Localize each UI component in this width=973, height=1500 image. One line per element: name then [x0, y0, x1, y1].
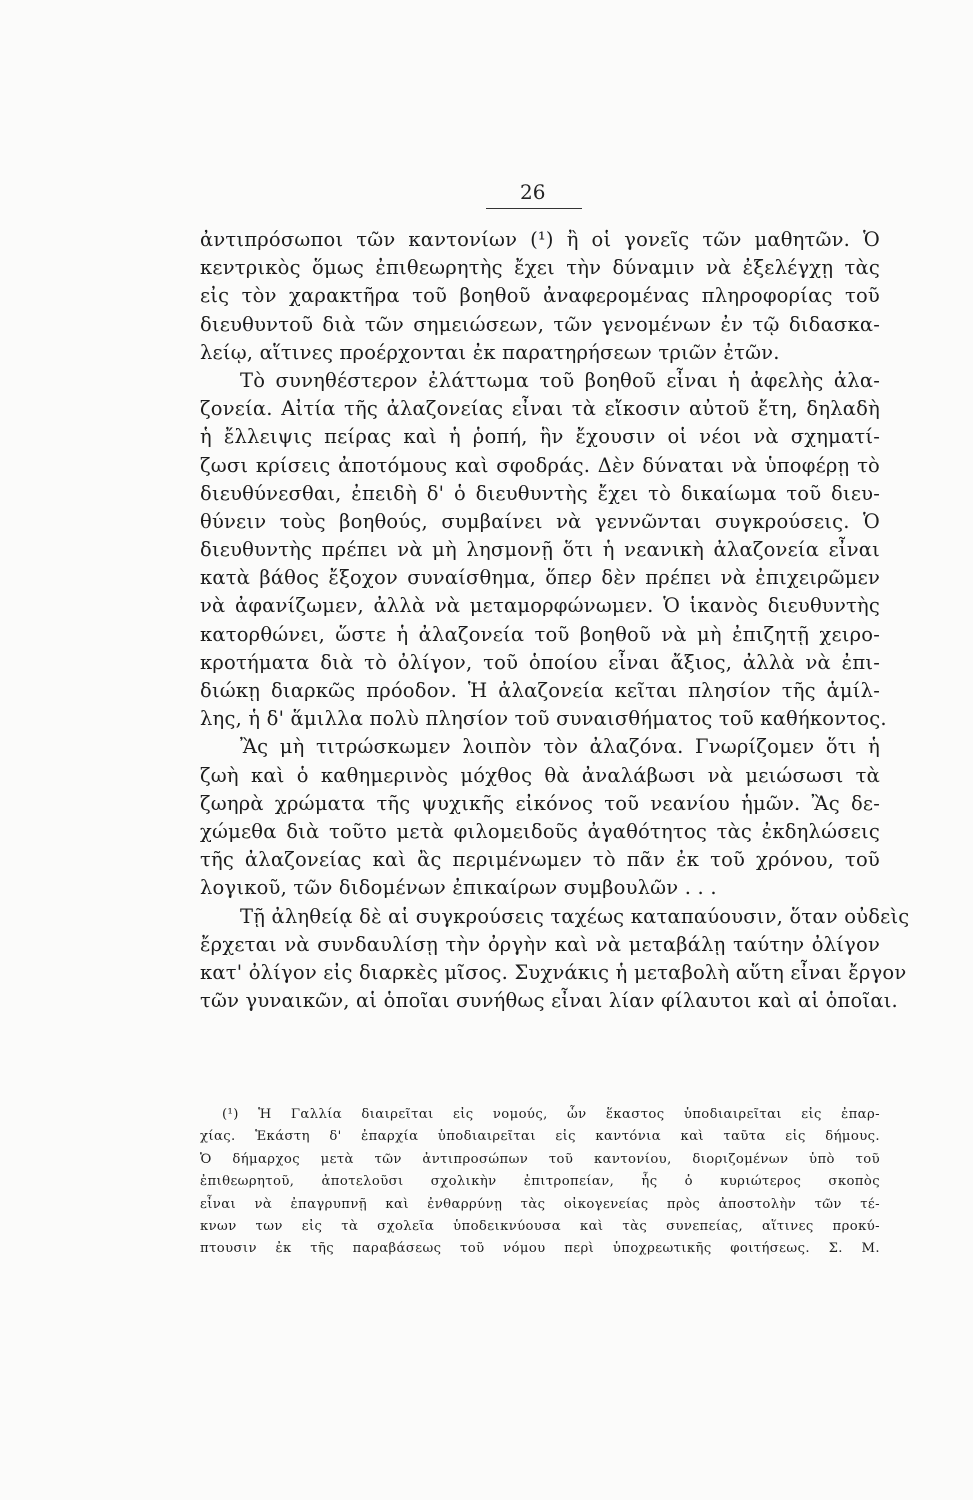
- text-line: ἔρχεται νὰ συνδαυλίσῃ τὴν ὀργὴν καὶ νὰ μεταβάλῃ ταύτην ὀλίγον: [200, 932, 880, 956]
- text-line: κατορθώνει, ὥστε ἡ ἀλαζονεία τοῦ βοηθοῦ νὰ μὴ ἐπιζητῇ χειρο-: [200, 622, 880, 646]
- text-line: ἡ ἔλλειψις πείρας καὶ ἡ ῥοπή, ἣν ἔχουσιν οἱ νέοι νὰ σχηματί-: [200, 425, 880, 449]
- footnote-line: Ὁ δήμαρχος μετὰ τῶν ἀντιπροσώπων τοῦ καντονίου, διοριζομένων ὑπὸ τοῦ: [200, 1151, 880, 1167]
- body-text: [200, 226, 910, 1015]
- footnote-separator: [200, 1092, 880, 1093]
- footnote-line: (¹) Ἡ Γαλλία διαιρεῖται εἰς νομούς, ὧν ἕκαστος ὑποδιαιρεῖται εἰς ἐπαρ-: [222, 1107, 880, 1122]
- text-line: λείῳ, αἵτινες προέρχονται ἐκ παρατηρήσεων τριῶν ἐτῶν.: [200, 340, 780, 364]
- text-line: Ἂς μὴ τιτρώσκωμεν λοιπὸν τὸν ἀλαζόνα. Γνωρίζομεν ὅτι ἡ: [240, 735, 880, 759]
- text-line: κροτήματα διὰ τὸ ὀλίγον, τοῦ ὁποίου εἶναι ἄξιος, ἀλλὰ νὰ ἐπι-: [200, 650, 880, 674]
- text-line: κατ' ὀλίγον εἰς διαρκὲς μῖσος. Συχνάκις ἡ μεταβολὴ αὕτη εἶναι ἔργον: [200, 960, 907, 984]
- text-line: λογικοῦ, τῶν διδομένων ἐπικαίρων συμβουλῶν . . .: [200, 876, 717, 900]
- text-line: νὰ ἀφανίζωμεν, ἀλλὰ νὰ μεταμορφώνωμεν. Ὁ ἱκανὸς διευθυντὴς: [200, 594, 880, 618]
- text-line: ζωὴ καὶ ὁ καθημερινὸς μόχθος θὰ ἀναλάβωσι νὰ μειώσωσι τὰ: [200, 763, 880, 787]
- footnote-line: πτουσιν ἐκ τῆς παραβάσεως τοῦ νόμου περὶ ὑποχρεωτικῆς φοιτήσεως. Σ. Μ.: [200, 1241, 880, 1257]
- text-line: θύνειν τοὺς βοηθούς, συμβαίνει νὰ γεννῶνται συγκρούσεις. Ὁ: [200, 509, 880, 533]
- text-line: Τῇ ἀληθείᾳ δὲ αἱ συγκρούσεις ταχέως καταπαύουσιν, ὅταν οὐδεὶς: [240, 904, 910, 928]
- text-line: ἀντιπρόσωποι τῶν καντονίων (¹) ἢ οἱ γονεῖς τῶν μαθητῶν. Ὁ: [200, 228, 880, 251]
- text-line: ζονεία. Αἰτία τῆς ἀλαζονείας εἶναι τὰ εἴκοσιν αὐτοῦ ἔτη, δηλαδὴ: [200, 397, 880, 421]
- text-line: εἰς τὸν χαρακτῆρα τοῦ βοηθοῦ ἀναφερομένας πληροφορίας τοῦ: [200, 284, 880, 308]
- text-line: ζωσι κρίσεις ἀποτόμους καὶ σφοδράς. Δὲν δύναται νὰ ὑποφέρῃ τὸ: [200, 453, 880, 477]
- text-line: λης, ἡ δ' ἅμιλλα πολὺ πλησίον τοῦ συναισθήματος τοῦ καθήκοντος.: [200, 707, 887, 731]
- footnote-line: χίας. Ἑκάστη δ' ἐπαρχία ὑποδιαιρεῖται εἰς καντόνια καὶ ταῦτα εἰς δήμους.: [200, 1129, 880, 1145]
- text-line: τῶν γυναικῶν, αἱ ὁποῖαι συνήθως εἶναι λίαν φίλαυτοι καὶ αἱ ὁποῖαι.: [200, 989, 898, 1013]
- text-line: τῆς ἀλαζονείας καὶ ἂς περιμένωμεν τὸ πᾶν ἐκ τοῦ χρόνου, τοῦ: [200, 848, 880, 872]
- text-line: διευθυντὴς πρέπει νὰ μὴ λησμονῇ ὅτι ἡ νεανικὴ ἀλαζονεία εἶναι: [200, 538, 880, 562]
- page-number-rule: [486, 208, 582, 209]
- footnotes: [200, 1104, 880, 1261]
- footnote-line: ἐπιθεωρητοῦ, ἀποτελοῦσι σχολικὴν ἐπιτροπείαν, ἧς ὁ κυριώτερος σκοπὸς: [200, 1174, 880, 1190]
- text-line: κεντρικὸς ὅμως ἐπιθεωρητὴς ἔχει τὴν δύναμιν νὰ ἐξελέγχῃ τὰς: [200, 256, 880, 280]
- text-line: ζωηρὰ χρώματα τῆς ψυχικῆς εἰκόνος τοῦ νεανίου ἡμῶν. Ἂς δε-: [200, 791, 880, 815]
- text-line: διευθυντοῦ διὰ τῶν σημειώσεων, τῶν γενομένων ἐν τῷ διδασκα-: [200, 312, 880, 336]
- text-line: Τὸ συνηθέστερον ἐλάττωμα τοῦ βοηθοῦ εἶναι ἡ ἀφελὴς ἀλα-: [240, 368, 880, 392]
- footnote-line: εἶναι νὰ ἐπαγρυπνῇ καὶ ἐνθαρρύνῃ τὰς οἰκογενείας πρὸς ἀποστολὴν τῶν τέ-: [200, 1196, 880, 1212]
- text-line: κατὰ βάθος ἔξοχον συναίσθημα, ὅπερ δὲν πρέπει νὰ ἐπιχειρῶμεν: [200, 566, 880, 590]
- text-line: διώκῃ διαρκῶς πρόοδον. Ἡ ἀλαζονεία κεῖται πλησίον τῆς ἁμίλ-: [200, 679, 880, 702]
- text-line: χώμεθα διὰ τοῦτο μετὰ φιλομειδοῦς ἀγαθότητος τὰς ἐκδηλώσεις: [200, 819, 880, 843]
- text-line: διευθύνεσθαι, ἐπειδὴ δ' ὁ διευθυντὴς ἔχει τὸ δικαίωμα τοῦ διευ-: [200, 481, 880, 505]
- page-number: 26: [520, 180, 546, 204]
- footnote-line: κνων των εἰς τὰ σχολεῖα ὑποδεικνύουσα καὶ τὰς συνεπείας, αἵτινες προκύ-: [200, 1218, 880, 1234]
